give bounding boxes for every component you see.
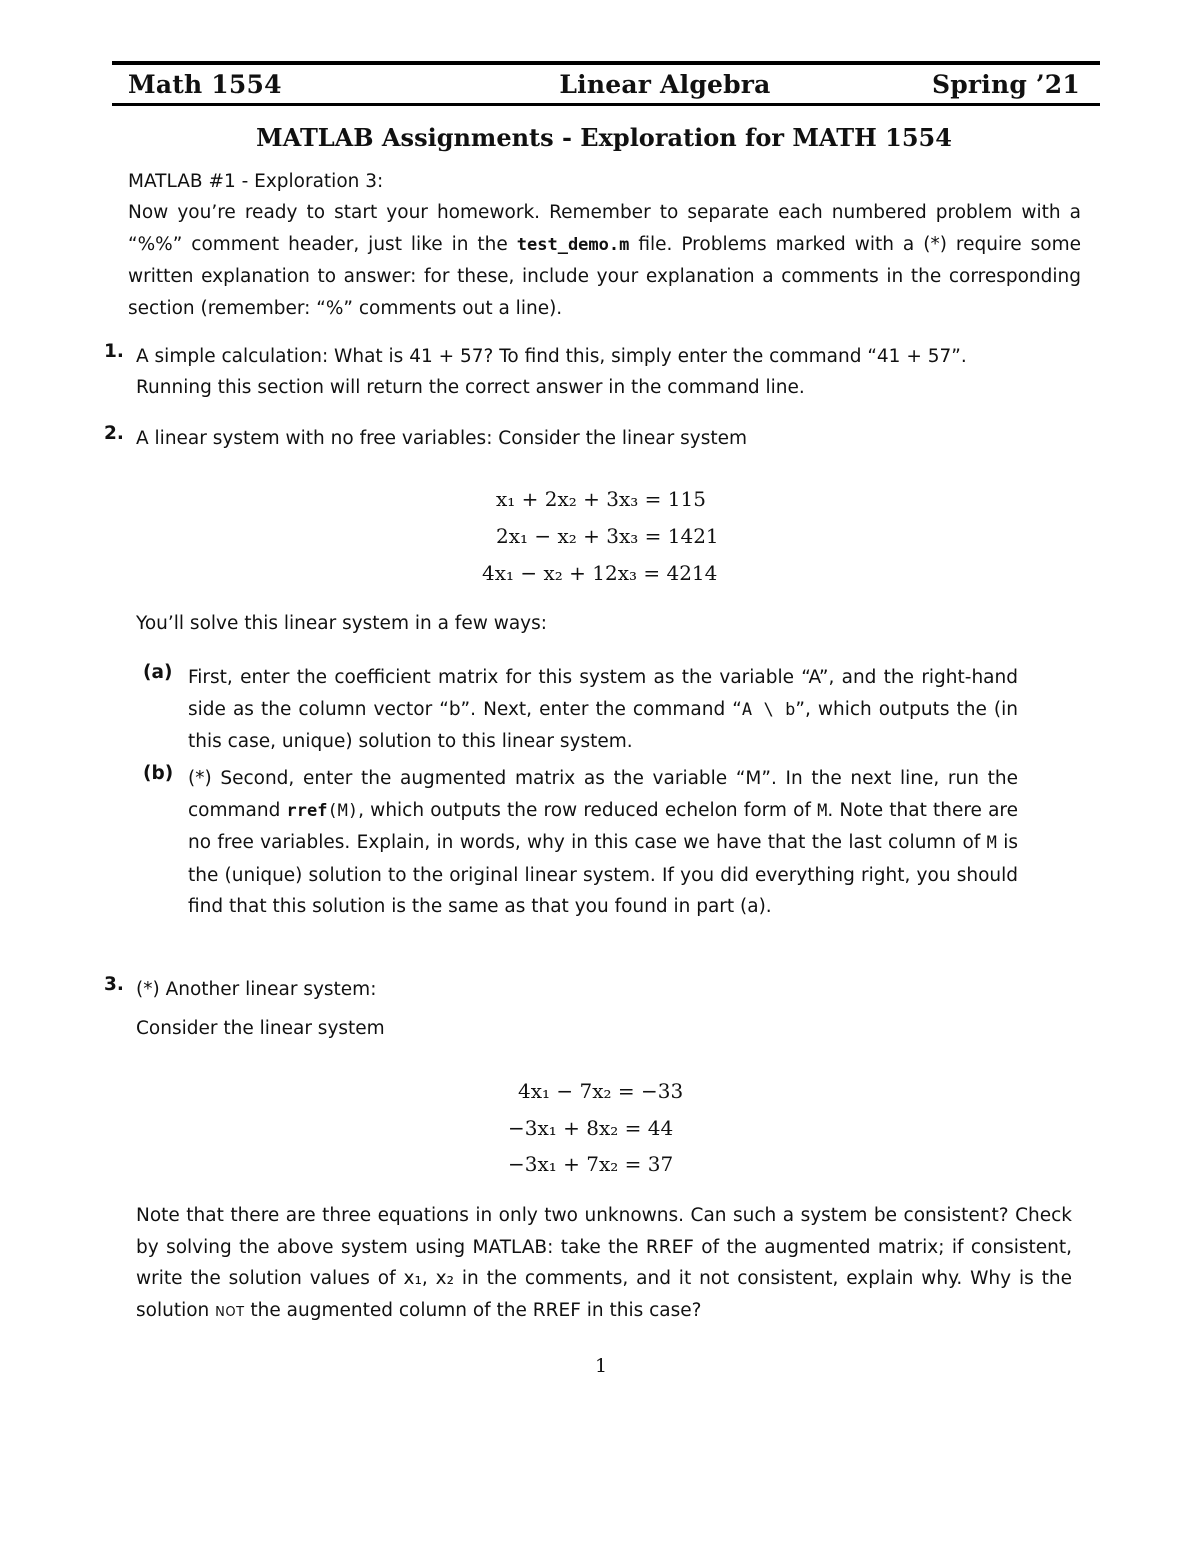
problem-3-heading: (*) Another linear system: <box>136 979 377 1000</box>
part-a-text-1: First, enter the coefficient matrix for this system as the variable “A”, and the right-hand side as the column vector “b”. Next, enter the command “ <box>188 667 1018 720</box>
part-b-code-arg: (M) <box>327 800 359 821</box>
part-b-text-4: is the (unique) solution to the original linear system. If you did everything right, you should find that this solution is the same as that you found in part (a). <box>188 832 1018 917</box>
problem-3-equation-2: −3x₁ + 8x₂ = 44 <box>508 1116 674 1140</box>
part-a-text <box>188 662 1018 758</box>
part-b-code-m1: M <box>817 800 828 821</box>
problem-1-number: 1. <box>104 341 124 362</box>
problem-3-not: not <box>215 1299 245 1321</box>
part-a-text-2: ”, which outputs the (in this case, unique) solution to this linear system. <box>188 698 1018 752</box>
page-title: MATLAB Assignments - Exploration for MATH 1554 <box>256 123 952 152</box>
problem-3-text-2: the augmented column of the RREF in this case? <box>244 1299 702 1321</box>
problem-1-line-1: A simple calculation: What is 41 + 57? To find this, simply enter the command “41 + 57”. <box>136 346 967 367</box>
part-b-text <box>188 763 1018 923</box>
problem-1-line-2: Running this section will return the correct answer in the command line. <box>136 377 805 398</box>
part-b-code-rref: rref <box>286 800 328 821</box>
problem-2-equation-1: x₁ + 2x₂ + 3x₃ = 115 <box>496 487 706 511</box>
problem-2-number: 2. <box>104 423 124 444</box>
problem-3-text-1: Note that there are three equations in only two unknowns. Can such a system be consistent? Check by solving the above system using MATLAB: take the RREF of the augmented matrix; if consistent, write the solution values of x₁, x₂ in the comments, and it not consistent, explain why. Why is the solution <box>136 1205 1072 1321</box>
part-a-label: (a) <box>143 662 173 683</box>
intro-paragraph <box>128 197 1081 324</box>
header-term: Spring ’21 <box>931 70 1080 99</box>
part-b-code-m2: M <box>986 833 997 853</box>
problem-2-after-text: You’ll solve this linear system in a few ways: <box>136 613 548 634</box>
problem-3-intro: Consider the linear system <box>136 1018 385 1039</box>
problem-3-number: 3. <box>104 974 124 995</box>
part-b-text-1: (*) Second, enter the augmented matrix as the variable “M”. In the next line, run the command <box>188 768 1018 821</box>
part-b-label: (b) <box>143 763 174 784</box>
intro-code-filename: test_demo.m <box>516 234 630 255</box>
part-b-text-2: , which outputs the row reduced echelon form of <box>358 799 818 821</box>
intro-text-1: Now you’re ready to start your homework. Remember to separate each numbered problem with a “%%” comment header, just like in the <box>128 202 1081 255</box>
intro-text-2: file. Problems marked with a (*) require some written explanation to answer: for these, include your explanation a comments in the corresponding section (remember: “%” comments out a line). <box>128 233 1081 319</box>
problem-3-equation-1: 4x₁ − 7x₂ = −33 <box>518 1079 684 1103</box>
header-top-rule <box>112 61 1100 65</box>
problem-3-body <box>136 1200 1072 1326</box>
problem-2-equation-2: 2x₁ − x₂ + 3x₃ = 1421 <box>496 524 719 548</box>
problem-2-intro: A linear system with no free variables: Consider the linear system <box>136 428 747 449</box>
header-course: Math 1554 <box>128 70 282 99</box>
problem-3-equation-3: −3x₁ + 7x₂ = 37 <box>508 1152 674 1176</box>
problem-2-equation-3: 4x₁ − x₂ + 12x₃ = 4214 <box>482 561 718 585</box>
header-subject: Linear Algebra <box>559 70 771 99</box>
part-b-text-3: . Note that there are no free variables. Explain, in words, why in this case we have that the last column of <box>188 799 1018 853</box>
header-bottom-rule <box>112 103 1100 106</box>
part-a-code: A \ b <box>741 699 796 720</box>
page-number: 1 <box>594 1355 608 1377</box>
subheading: MATLAB #1 - Exploration 3: <box>128 171 384 192</box>
